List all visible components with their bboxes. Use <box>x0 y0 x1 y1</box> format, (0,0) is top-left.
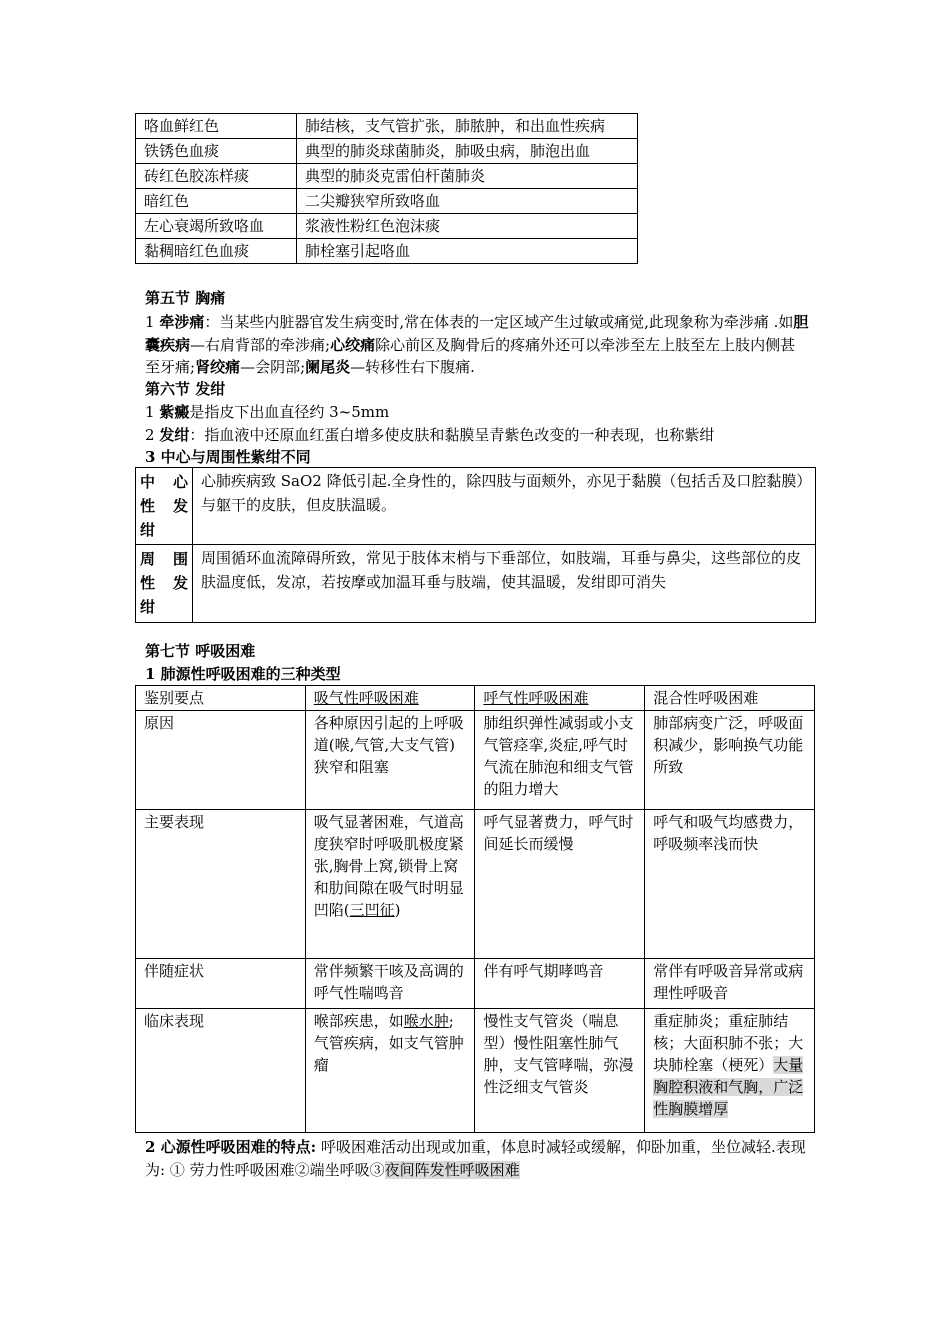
table-row <box>136 114 638 139</box>
type-char: 性 <box>140 497 162 515</box>
table-row <box>136 959 815 1009</box>
cyanosis-line: 2 发绀：指血液中还原血红蛋白增多使皮肤和黏膜呈青紫色改变的一种表现，也称紫绀 <box>145 426 715 444</box>
cardiac-dyspnea-paragraph: 2 心源性呼吸困难的特点: 呼吸困难活动出现或加重，体息时减轻或缓解，仰卧加重，坐位减轻.表现为: ① 劳力性呼吸困难②端坐呼吸③夜间阵发性呼吸困难 <box>145 1138 806 1179</box>
table-row <box>136 711 815 810</box>
table-row <box>136 139 638 164</box>
disease-cell: 肺栓塞引起咯血 <box>297 239 638 264</box>
type-char: 绀 <box>140 521 156 539</box>
sputum-color-cell: 暗红色 <box>136 189 297 214</box>
pulmonary-dyspnea-title: 1 肺源性呼吸困难的三种类型 <box>145 665 341 683</box>
table-row <box>136 214 638 239</box>
table-cell: 慢性支气管炎（喘息型）慢性阻塞性肺气肿，支气管哮喘，弥漫性泛细支气管炎 <box>475 1009 645 1133</box>
table-row <box>136 189 638 214</box>
table-row <box>136 810 815 959</box>
type-char: 发 <box>172 574 188 592</box>
table-cell: 肺组织弹性减弱或小支气管痉挛,炎症,呼气时气流在肺泡和细支气管的阻力增大 <box>475 711 645 810</box>
table-row <box>136 164 638 189</box>
header-cell: 混合性呼吸困难 <box>645 686 815 711</box>
table-cell: 呼气显著费力，呼气时间延长而缓慢 <box>475 810 645 959</box>
sputum-color-cell: 左心衰竭所致咯血 <box>136 214 297 239</box>
type-char: 性 <box>140 574 162 592</box>
table-cell: 常伴频繁干咳及高调的呼气性喘鸣音 <box>305 959 475 1009</box>
dyspnea-header-row <box>136 686 815 711</box>
type-char: 心 <box>172 473 188 491</box>
hemoptysis-table <box>135 113 638 264</box>
table-cell: 喉部疾患，如喉水肿;气管疾病，如支气管肿瘤 <box>305 1009 475 1133</box>
table-cell: 肺部病变广泛，呼吸面积减少，影响换气功能所致 <box>645 711 815 810</box>
type-label-line <box>140 547 188 571</box>
table-row <box>136 1009 815 1133</box>
table-row <box>136 239 638 264</box>
row-label: 原因 <box>136 711 306 810</box>
table-row <box>136 468 816 545</box>
header-cell: 呼气性呼吸困难 <box>475 686 645 711</box>
sputum-color-cell: 砖红色胶冻样痰 <box>136 164 297 189</box>
section6-title: 第六节 发绀 <box>145 380 226 398</box>
row-label: 临床表现 <box>136 1009 306 1133</box>
cyanosis-desc-cell: 周围循环血流障碍所致，常见于肢体末梢与下垂部位，如肢端，耳垂与鼻尖，这些部位的皮肤温度低，发凉，若按摩或加温耳垂与肢端，使其温暖，发绀即可消失 <box>193 545 816 623</box>
table-cell: 吸气显著困难，气道高度狭窄时呼吸肌极度紧张,胸骨上窝,锁骨上窝和肋间隙在吸气时明显凹陷(三凹征) <box>305 810 475 959</box>
cyanosis-type-cell <box>136 468 193 545</box>
section7-title: 第七节 呼吸困难 <box>145 642 256 660</box>
disease-cell: 典型的肺炎球菌肺炎，肺吸虫病，肺泡出血 <box>297 139 638 164</box>
type-label-line <box>140 518 188 542</box>
sputum-color-cell: 咯血鲜红色 <box>136 114 297 139</box>
type-char: 围 <box>172 550 188 568</box>
sputum-color-cell: 铁锈色血痰 <box>136 139 297 164</box>
table-cell: 伴有呼气期哮鸣音 <box>475 959 645 1009</box>
type-char: 中 <box>140 473 162 491</box>
disease-cell: 二尖瓣狭窄所致咯血 <box>297 189 638 214</box>
type-char: 周 <box>140 550 162 568</box>
cyanosis-table <box>135 467 816 623</box>
type-label-line <box>140 571 188 595</box>
type-label-line <box>140 494 188 518</box>
table-cell: 常伴有呼吸音异常或病理性呼吸音 <box>645 959 815 1009</box>
table-row <box>136 545 816 623</box>
table-cell: 重症肺炎；重症肺结核；大面积肺不张；大块肺栓塞（梗死）大量胸腔积液和气胸，广泛性胸膜增厚 <box>645 1009 815 1133</box>
disease-cell: 典型的肺炎克雷伯杆菌肺炎 <box>297 164 638 189</box>
referred-pain-paragraph: 1 牵涉痛：当某些内脏器官发生病变时,常在体表的一定区域产生过敏或痛觉,此现象称为牵涉痛 .如胆囊疾病—右肩背部的牵涉痛;心绞痛除心前区及胸骨后的疼痛外还可以牵涉至左上肢至左上肢内侧甚至牙痛;肾绞痛—会阴部;阑尾炎—转移性右下腹痛. <box>145 313 809 376</box>
section5-title: 第五节 胸痛 <box>145 289 226 307</box>
dyspnea-table <box>135 685 815 1133</box>
row-label: 伴随症状 <box>136 959 306 1009</box>
cyanosis-desc-cell: 心肺疾病致 SaO2 降低引起.全身性的，除四肢与面颊外，亦见于黏膜（包括舌及口腔黏膜）与躯干的皮肤，但皮肤温暖。 <box>193 468 816 545</box>
table-cell: 呼气和吸气均感费力，呼吸频率浅而快 <box>645 810 815 959</box>
disease-cell: 浆液性粉红色泡沫痰 <box>297 214 638 239</box>
type-label-line <box>140 595 188 619</box>
sputum-color-cell: 黏稠暗红色血痰 <box>136 239 297 264</box>
table-cell: 各种原因引起的上呼吸道(喉,气管,大支气管)狭窄和阻塞 <box>305 711 475 810</box>
disease-cell: 肺结核，支气管扩张，肺脓肿，和出血性疾病 <box>297 114 638 139</box>
header-cell: 鉴别要点 <box>136 686 306 711</box>
header-cell: 吸气性呼吸困难 <box>305 686 475 711</box>
row-label: 主要表现 <box>136 810 306 959</box>
cyanosis-type-cell <box>136 545 193 623</box>
purpura-line: 1 紫癜是指皮下出血直径约 3~5mm <box>145 403 390 421</box>
type-char: 发 <box>172 497 188 515</box>
type-char: 绀 <box>140 598 156 616</box>
cyanosis-compare-title: 3 中心与周围性紫绀不同 <box>145 448 311 466</box>
type-label-line <box>140 470 188 494</box>
